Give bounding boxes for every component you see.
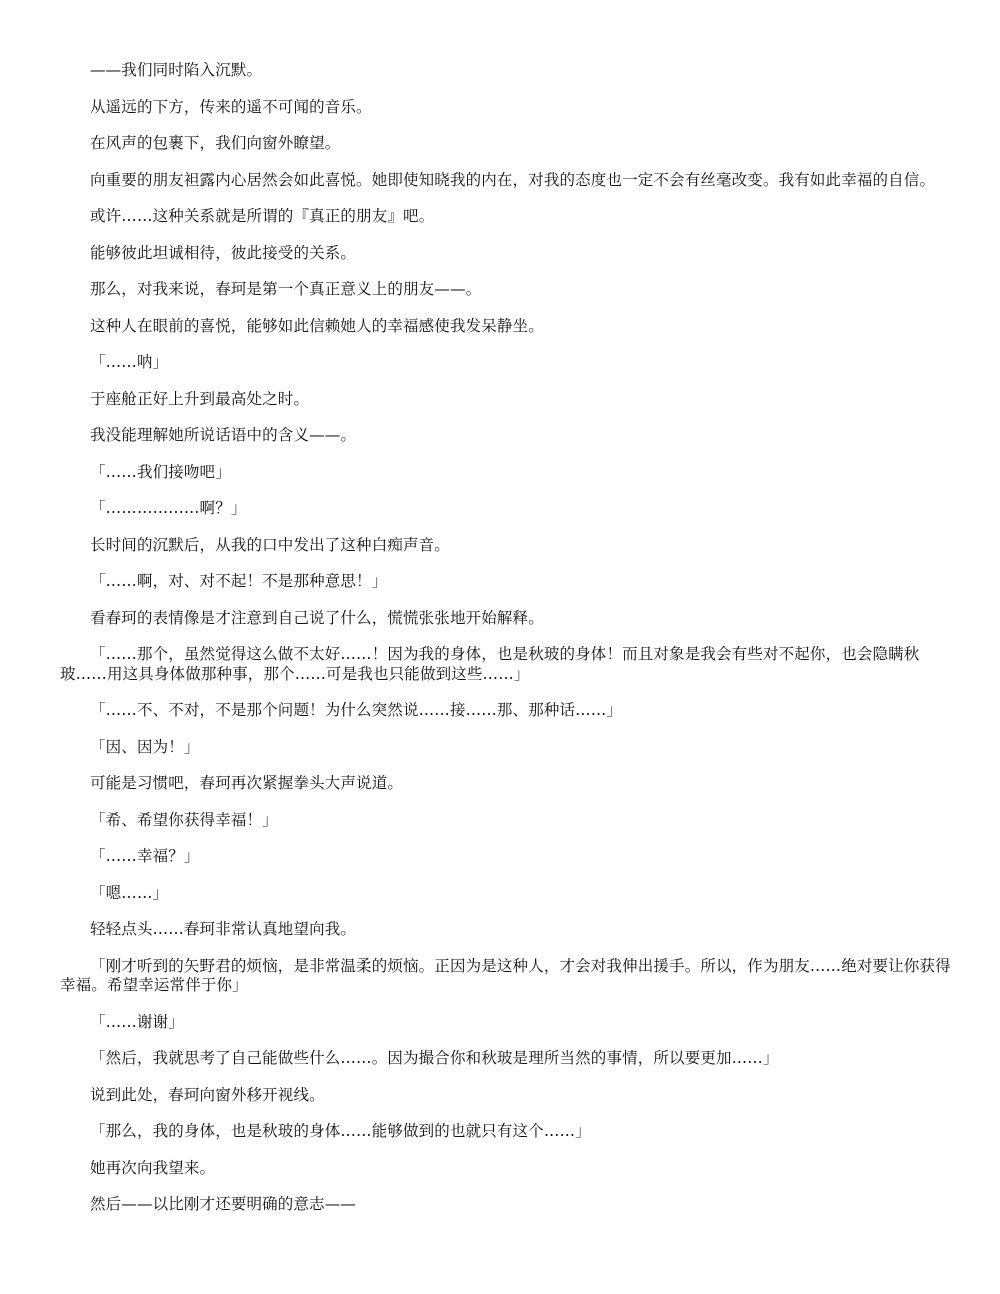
dialogue-line: 「………………啊？」 — [90, 499, 247, 517]
dialogue-line: 「刚才听到的矢野君的烦恼，是非常温柔的烦恼。正因为是这种人，才会对我伸出援手。所以，作为朋友……绝对要让你获得幸福。希望幸运常伴于你」 — [60, 956, 951, 994]
dialogue-line: 「……不、不对，不是那个问题！为什么突然说……接……那、那种话……」 — [90, 701, 623, 719]
paragraph: 轻轻点头……春珂非常认真地望向我。 — [90, 920, 357, 938]
paragraph: 说到此处，春珂向窗外移开视线。 — [90, 1085, 325, 1104]
dialogue-line: 「嗯……」 — [90, 883, 169, 902]
paragraph: 看春珂的表情像是才注意到自己说了什么，慌慌张张地开始解释。 — [90, 608, 544, 627]
paragraph: 那么，对我来说，春珂是第一个真正意义上的朋友——。 — [90, 280, 482, 298]
paragraph: 长时间的沉默后，从我的口中发出了这种白痴声音。 — [90, 535, 450, 554]
dialogue-line: 「……呐」 — [90, 353, 169, 371]
dialogue-line: 「然后，我就思考了自己能做些什么……。因为撮合你和秋玻是理所当然的事情，所以要更加……」 — [90, 1049, 779, 1067]
paragraph: 然后——以比刚才还要明确的意志—— — [90, 1195, 357, 1213]
paragraph: 在风声的包裹下，我们向窗外瞭望。 — [90, 134, 341, 152]
paragraph: 从遥远的下方，传来的遥不可闻的音乐。 — [90, 97, 372, 116]
dialogue-line: 「那么，我的身体，也是秋玻的身体……能够做到的也就只有这个……」 — [90, 1122, 591, 1140]
paragraph: 向重要的朋友袒露内心居然会如此喜悦。她即使知晓我的内在，对我的态度也一定不会有丝毫改变。我有如此幸福的自信。 — [90, 170, 936, 189]
paragraph: 我没能理解她所说话语中的含义——。 — [90, 426, 357, 444]
paragraph: 她再次向我望来。 — [90, 1158, 216, 1177]
paragraph: 能够彼此坦诚相待，彼此接受的关系。 — [90, 243, 357, 262]
paragraph: 或许……这种关系就是所谓的『真正的朋友』吧。 — [90, 207, 435, 225]
dialogue-line: 「因、因为！」 — [90, 737, 200, 756]
dialogue-line: 「……啊，对、对不起！不是那种意思！」 — [90, 572, 388, 590]
dialogue-line: 「……那个，虽然觉得这么做不太好……！因为我的身体，也是秋玻的身体！而且对象是我会有些对不起你，也会隐瞒秋玻……用这具身体做那种事，那个……可是我也只能做到这些……」 — [60, 645, 920, 683]
paragraph: 这种人在眼前的喜悦，能够如此信赖她人的幸福感使我发呆静坐。 — [90, 316, 544, 335]
dialogue-line: 「……幸福？」 — [90, 847, 200, 865]
dialogue-line: 「希、希望你获得幸福！」 — [90, 810, 278, 829]
dialogue-line: 「……谢谢」 — [90, 1012, 184, 1031]
dialogue-line: 「……我们接吻吧」 — [90, 462, 231, 481]
paragraph: 可能是习惯吧，春珂再次紧握拳头大声说道。 — [90, 774, 404, 792]
paragraph: ——我们同时陷入沉默。 — [90, 61, 263, 79]
paragraph: 于座舱正好上升到最高处之时。 — [90, 389, 310, 408]
